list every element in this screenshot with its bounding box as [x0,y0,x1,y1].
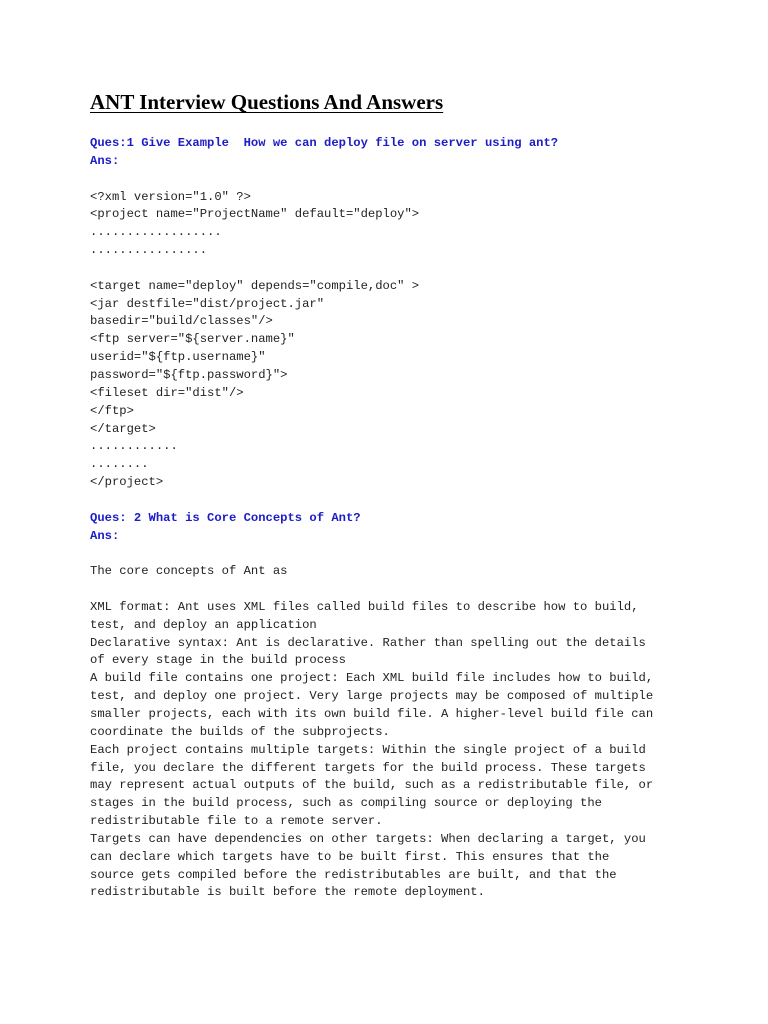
code-line: ........ [90,457,149,472]
code-line: password="${ftp.password}"> [90,367,288,382]
spacer [90,492,690,510]
code-line: <fileset dir="dist"/> [90,385,244,400]
answer-text-line [90,581,690,599]
question-2-heading: Ques: 2 What is Core Concepts of Ant? [90,510,361,525]
answer-text-line: redistributable is built before the remote deployment. [90,885,485,900]
answer-text-line: A build file contains one project: Each XML build file includes how to build, [90,671,654,686]
code-line: userid="${ftp.username}" [90,350,266,365]
code-line: </ftp> [90,403,134,418]
answer-text-line: smaller projects, each with its own build file. A higher-level build file can [90,707,654,721]
code-line: <target name="deploy" depends="compile,doc" > [90,278,420,293]
document-title: ANT Interview Questions And Answers [90,90,444,114]
answer-text-line: test, and deploy an application [90,617,317,632]
answer-text-line: The core concepts of Ant as [90,564,288,579]
code-line: basedir="build/classes"/> [90,314,273,329]
code-line: <ftp server="${server.name}" [90,332,295,347]
document-page [90,88,690,902]
code-line [90,260,690,278]
answer-text-line: may represent actual outputs of the build, such as a redistributable file, or [90,778,654,793]
spacer [90,545,690,563]
question-1-heading: Ques:1 Give Example How we can deploy file on server using ant? [90,136,559,150]
answer-text-line: coordinate the builds of the subprojects. [90,724,390,739]
answer-text-line: test, and deploy one project. Very large projects may be composed of multiple [90,689,654,704]
code-line: <project name="ProjectName" default="deploy"> [90,207,420,222]
answer-text-line: source gets compiled before the redistributables are built, and that the [90,867,617,882]
answer-text-line: can declare which targets have to be built first. This ensures that the [90,849,610,864]
code-line: ................ [90,243,208,258]
answer-text-line: Declarative syntax: Ant is declarative. Rather than spelling out the details [90,635,646,650]
answer-1-code [90,189,690,492]
answer-text-line: Targets can have dependencies on other targets: When declaring a target, you [90,831,646,846]
answer-text-line: redistributable file to a remote server. [90,814,383,829]
question-block-1 [90,135,690,492]
question-block-2 [90,510,690,903]
answer-text-line: file, you declare the different targets for the build process. These targets [90,760,646,775]
answer-text-line: Each project contains multiple targets: Within the single project of a build [90,742,646,757]
answer-text-line: XML format: Ant uses XML files called build files to describe how to build, [90,599,639,614]
code-line: </target> [90,421,156,436]
code-line: ............ [90,439,178,454]
answer-2-text [90,563,690,902]
answer-text-line: stages in the build process, such as compiling source or deploying the [90,796,602,811]
code-line: </project> [90,475,164,490]
code-line: <?xml version="1.0" ?> [90,189,251,204]
code-line: <jar destfile="dist/project.jar" [90,296,325,311]
answer-text-line: of every stage in the build process [90,653,346,668]
answer-2-label: Ans: [90,528,120,543]
answer-1-label: Ans: [90,153,120,168]
spacer [90,171,690,189]
code-line: .................. [90,225,222,240]
